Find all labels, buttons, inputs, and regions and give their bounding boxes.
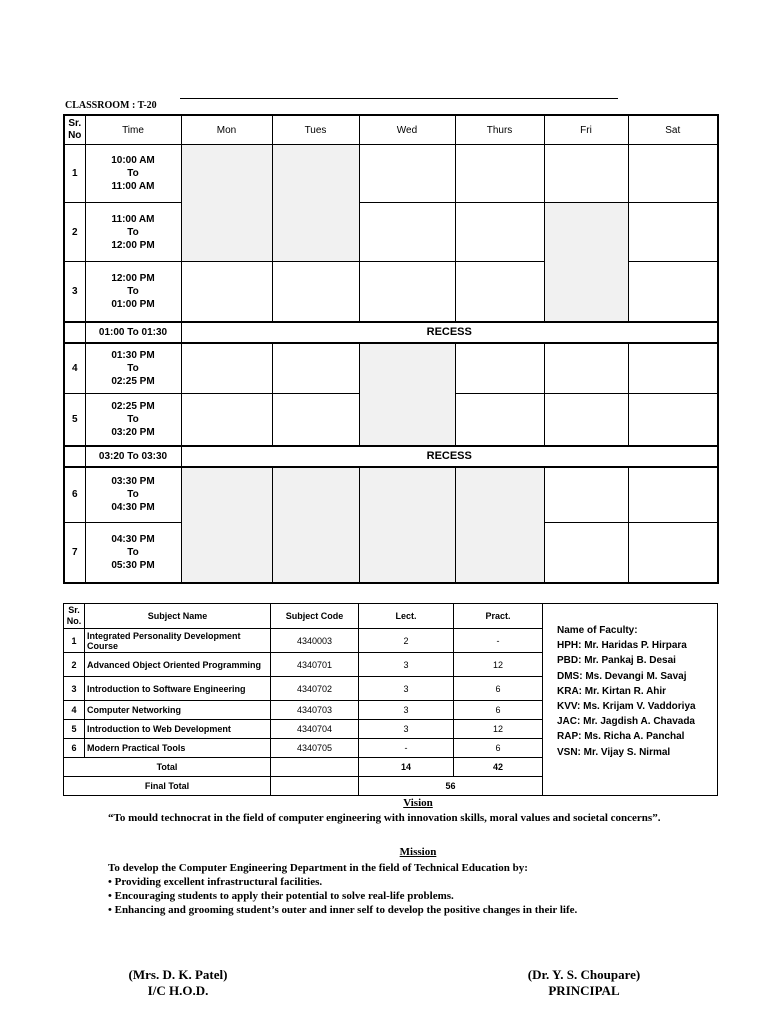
cell-sat-6 <box>628 467 718 523</box>
cell-mon-6-7 <box>181 467 272 583</box>
cell-tues-3 <box>272 262 359 322</box>
timetable-header-row <box>64 115 718 145</box>
slot-time: 03:30 PM To 04:30 PM <box>85 467 181 523</box>
header-sat: Sat <box>628 115 718 145</box>
header-time: Time <box>85 115 181 145</box>
subject-name: Modern Practical Tools <box>85 739 271 758</box>
cell-wed-1 <box>359 145 455 203</box>
slot-sr: 2 <box>64 203 85 262</box>
cell-wed-4-5 <box>359 343 455 446</box>
slot-time: 11:00 AM To 12:00 PM <box>85 203 181 262</box>
cell-sat-2 <box>628 203 718 262</box>
table-row <box>64 145 718 203</box>
mission-body <box>108 861 708 917</box>
mission-point: • Enhancing and grooming student’s outer and inner self to develop the positive changes in their life. <box>108 904 578 916</box>
cell-thurs-4 <box>455 343 544 394</box>
cell-thurs-3 <box>455 262 544 322</box>
slot-sr: 1 <box>64 145 85 203</box>
header-fri: Fri <box>544 115 628 145</box>
subj-header-code: Subject Code <box>271 604 359 629</box>
cell-sat-5 <box>628 394 718 446</box>
cell-mon-1-2 <box>181 145 272 262</box>
subject-lect: 2 <box>359 629 454 653</box>
title-underline <box>180 98 618 99</box>
recess-time: 01:00 To 01:30 <box>85 322 181 343</box>
cell-fri-7 <box>544 523 628 583</box>
cell-thurs-1 <box>455 145 544 203</box>
slot-time: 12:00 PM To 01:00 PM <box>85 262 181 322</box>
subject-pract: - <box>454 629 543 653</box>
cell-sat-1 <box>628 145 718 203</box>
subject-code: 4340704 <box>271 720 359 739</box>
subject-pract: 12 <box>454 653 543 677</box>
slot-time: 02:25 PM To 03:20 PM <box>85 394 181 446</box>
signature-principal <box>510 967 658 999</box>
subject-lect: 3 <box>359 701 454 720</box>
subject-name: Computer Networking <box>85 701 271 720</box>
cell-tues-6-7 <box>272 467 359 583</box>
mission-point: • Providing excellent infrastructural facilities. <box>108 876 323 888</box>
cell-fri-5 <box>544 394 628 446</box>
subject-sr: 5 <box>64 720 85 739</box>
subject-lect: 3 <box>359 677 454 701</box>
slot-sr: 7 <box>64 523 85 583</box>
header-thurs: Thurs <box>455 115 544 145</box>
faculty-item: KVV: Ms. Krijam V. Vaddoriya <box>557 701 696 713</box>
recess-sr <box>64 446 85 467</box>
recess-label: RECESS <box>181 446 718 467</box>
total-lect: 14 <box>359 758 454 777</box>
cell-tues-1-2 <box>272 145 359 262</box>
cell-tues-4 <box>272 343 359 394</box>
slot-time: 04:30 PM To 05:30 PM <box>85 523 181 583</box>
cell-mon-3 <box>181 262 272 322</box>
mission-point: • Encouraging students to apply their potential to solve real-life problems. <box>108 890 454 902</box>
recess-row <box>64 446 718 467</box>
classroom-label: CLASSROOM : T-20 <box>65 100 157 111</box>
subject-code: 4340702 <box>271 677 359 701</box>
slot-sr: 3 <box>64 262 85 322</box>
subj-header-name: Subject Name <box>85 604 271 629</box>
faculty-item: KRA: Mr. Kirtan R. Ahir <box>557 685 667 697</box>
cell-fri-2-3 <box>544 203 628 322</box>
faculty-item: DMS: Ms. Devangi M. Savaj <box>557 670 687 682</box>
final-total-value: 56 <box>359 777 543 796</box>
total-code-empty <box>271 758 359 777</box>
subj-header-pract: Pract. <box>454 604 543 629</box>
faculty-item: VSN: Mr. Vijay S. Nirmal <box>557 746 671 758</box>
subject-pract: 6 <box>454 739 543 758</box>
cell-mon-5 <box>181 394 272 446</box>
cell-thurs-2 <box>455 203 544 262</box>
cell-wed-2 <box>359 203 455 262</box>
recess-label: RECESS <box>181 322 718 343</box>
principal-name: (Dr. Y. S. Choupare) <box>527 967 641 982</box>
principal-title: PRINCIPAL <box>548 983 620 998</box>
cell-fri-1 <box>544 145 628 203</box>
hod-title: I/C H.O.D. <box>147 983 209 998</box>
subject-code: 4340703 <box>271 701 359 720</box>
cell-wed-6-7 <box>359 467 455 583</box>
total-label: Total <box>64 758 271 777</box>
recess-sr <box>64 322 85 343</box>
subject-table <box>63 603 718 796</box>
faculty-item: HPH: Mr. Haridas P. Hirpara <box>557 640 687 652</box>
table-row <box>64 203 718 262</box>
subject-code: 4340003 <box>271 629 359 653</box>
subject-pract: 6 <box>454 701 543 720</box>
cell-tues-5 <box>272 394 359 446</box>
subject-sr: 3 <box>64 677 85 701</box>
timetable <box>63 114 719 584</box>
header-sr-no: Sr. No <box>64 115 85 145</box>
cell-sat-4 <box>628 343 718 394</box>
header-mon: Mon <box>181 115 272 145</box>
subj-header-sr: Sr. No. <box>64 604 85 629</box>
slot-sr: 5 <box>64 394 85 446</box>
subject-name: Integrated Personality Development Course <box>85 629 271 653</box>
cell-sat-7 <box>628 523 718 583</box>
header-tues: Tues <box>272 115 359 145</box>
final-total-empty <box>271 777 359 796</box>
cell-sat-3 <box>628 262 718 322</box>
subject-sr: 6 <box>64 739 85 758</box>
cell-thurs-5 <box>455 394 544 446</box>
recess-time: 03:20 To 03:30 <box>85 446 181 467</box>
signature-hod <box>112 967 244 999</box>
slot-sr: 6 <box>64 467 85 523</box>
mission-intro: To develop the Computer Engineering Department in the field of Technical Education by: <box>108 862 528 874</box>
subject-lect: 3 <box>359 720 454 739</box>
subject-sr: 1 <box>64 629 85 653</box>
faculty-item: JAC: Mr. Jagdish A. Chavada <box>557 716 695 728</box>
subject-name: Advanced Object Oriented Programming <box>85 653 271 677</box>
subject-name: Introduction to Software Engineering <box>85 677 271 701</box>
subject-code: 4340701 <box>271 653 359 677</box>
vision-heading: Vision <box>403 797 433 809</box>
table-row <box>64 343 718 394</box>
slot-time: 01:30 PM To 02:25 PM <box>85 343 181 394</box>
subject-pract: 12 <box>454 720 543 739</box>
recess-row <box>64 322 718 343</box>
faculty-item: RAP: Ms. Richa A. Panchal <box>557 731 685 743</box>
cell-mon-4 <box>181 343 272 394</box>
hod-name: (Mrs. D. K. Patel) <box>128 967 228 982</box>
vision-text: “To mould technocrat in the field of computer engineering with innovation skills, moral values and societal concerns”. <box>108 812 661 824</box>
subj-header-lect: Lect. <box>359 604 454 629</box>
mission-heading: Mission <box>399 846 437 858</box>
subject-code: 4340705 <box>271 739 359 758</box>
total-pract: 42 <box>454 758 543 777</box>
subject-sr: 4 <box>64 701 85 720</box>
subject-name: Introduction to Web Development <box>85 720 271 739</box>
faculty-item: PBD: Mr. Pankaj B. Desai <box>557 655 676 667</box>
faculty-list <box>543 604 718 796</box>
subject-header-row <box>64 604 718 629</box>
cell-thurs-6-7 <box>455 467 544 583</box>
slot-sr: 4 <box>64 343 85 394</box>
cell-fri-4 <box>544 343 628 394</box>
final-total-label: Final Total <box>64 777 271 796</box>
slot-time: 10:00 AM To 11:00 AM <box>85 145 181 203</box>
table-row <box>64 467 718 523</box>
faculty-title: Name of Faculty: <box>557 625 638 636</box>
cell-fri-6 <box>544 467 628 523</box>
header-wed: Wed <box>359 115 455 145</box>
subject-lect: - <box>359 739 454 758</box>
subject-lect: 3 <box>359 653 454 677</box>
subject-sr: 2 <box>64 653 85 677</box>
cell-wed-3 <box>359 262 455 322</box>
subject-pract: 6 <box>454 677 543 701</box>
